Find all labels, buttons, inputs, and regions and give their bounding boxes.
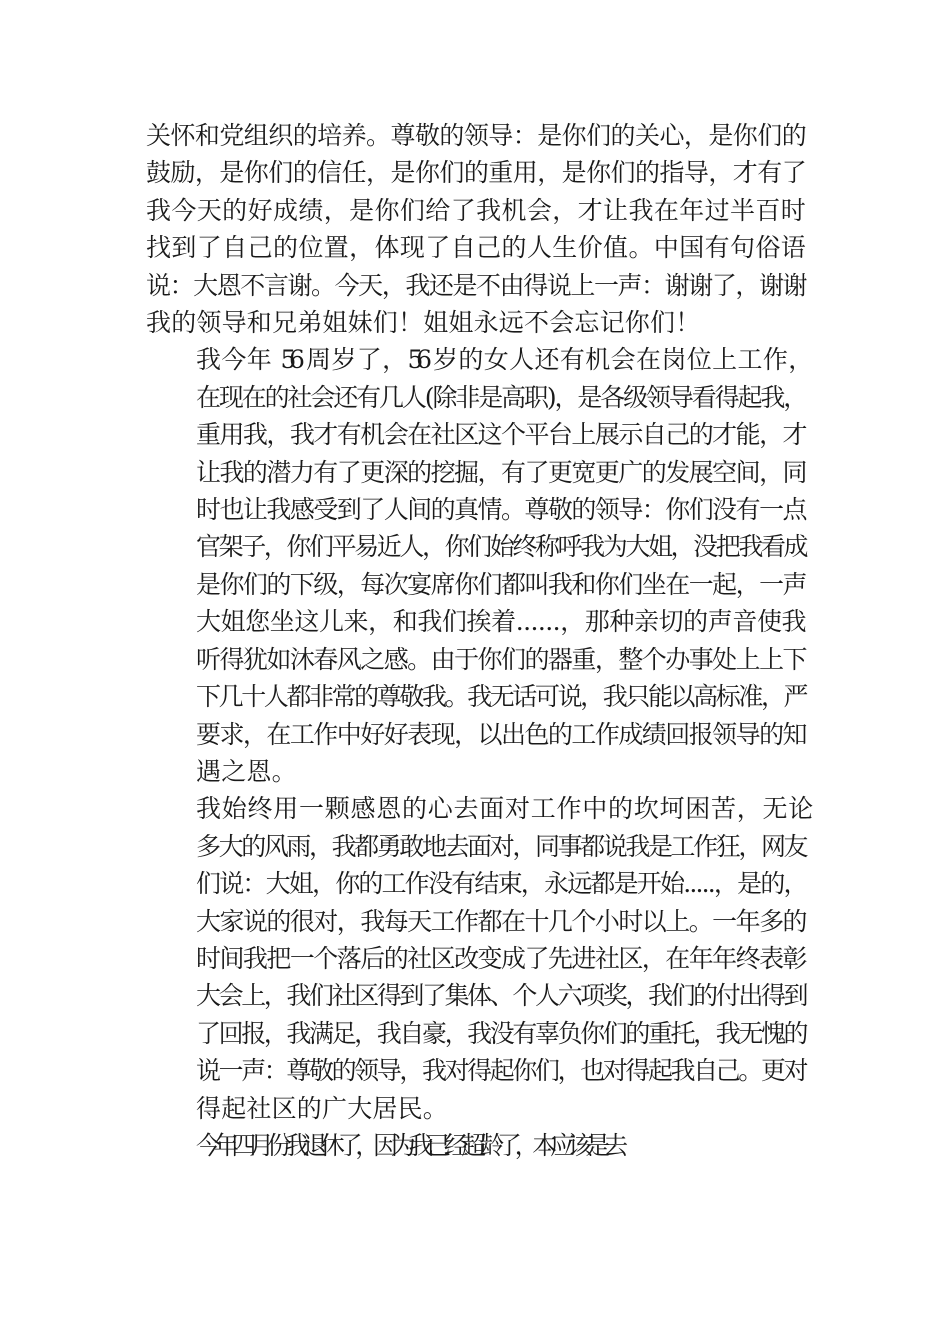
text-line: 关怀和党组织的培养。尊敬的领导：是你们的关心，是你们的 [146,121,807,150]
paragraph [146,117,806,341]
text-line: 听得犹如沐春风之感。由于你们的器重，整个办事处上上下 [196,644,806,674]
text-line: 时间我把一个落后的社区改变成了先进社区，在年年终表彰 [196,943,806,973]
text-line: 说：大恩不言谢。今天，我还是不由得说上一声：谢谢了，谢谢 [146,270,806,300]
text-line: 我今年 56 周岁了，56 岁的女人还有机会在岗位上工作， [196,345,806,375]
text-line: 时也让我感受到了人间的真情。尊敬的领导：你们没有一点 [196,495,806,525]
text-line: 遇之恩。 [196,756,297,786]
text-line: 得起社区的广大居民。 [196,1093,449,1123]
paragraph [146,341,806,790]
text-line: 让我的潜力有了更深的挖掘，有了更宽更广的发展空间，同 [196,457,806,487]
text-line: 说一声：尊敬的领导，我对得起你们，也对得起我自己。更对 [196,1056,806,1086]
text-line: 要求，在工作中好好表现，以出色的工作成绩回报领导的知 [196,719,806,749]
text-line: 找到了自己的位置，体现了自己的人生价值。中国有句俗语 [146,233,806,263]
text-line: 多大的风雨，我都勇敢地去面对，同事都说我是工作狂，网友 [196,831,806,861]
body-text [146,117,806,1164]
text-line: 我的领导和兄弟姐妹们！姐姐永远不会忘记你们！ [146,308,701,338]
paragraph [146,790,806,1127]
text-line: 了回报，我满足，我自豪，我没有辜负你们的重托，我无愧的 [196,1018,806,1048]
text-line: 下几十人都非常的尊敬我。我无话可说，我只能以高标准，严 [196,682,806,712]
text-line: 们说：大姐，你的工作没有结束，永远都是开始.....，是的， [196,869,807,899]
text-line: 重用我，我才有机会在社区这个平台上展示自己的才能，才 [196,420,806,450]
text-line: 大姐您坐这儿来，和我们挨着......，那种亲切的声音使我 [196,607,806,637]
text-line: 大家说的很对，我每天工作都在十几个小时以上。一年多的 [196,906,806,936]
text-line: 我今天的好成绩，是你们给了我机会，才让我在年过半百时 [146,195,806,225]
text-line: 鼓励，是你们的信任，是你们的重用，是你们的指导，才有了 [146,158,807,188]
paragraph [146,1127,806,1164]
text-line: 今年四月份我退休了，因为我已经超龄了，本应该是去 [196,1130,621,1160]
text-line: 是你们的下级，每次宴席你们都叫我和你们坐在一起，一声 [196,569,806,599]
text-line: 我始终用一颗感恩的心去面对工作中的坎坷困苦，无论 [196,794,806,824]
text-line: 大会上，我们社区得到了集体、个人六项奖，我们的付出得到 [196,981,806,1011]
text-line: 官架子，你们平易近人，你们始终称呼我为大姐，没把我看成 [196,532,806,562]
text-line: 在现在的社会还有几人(除非是高职)，是各级领导看得起我， [196,382,806,412]
